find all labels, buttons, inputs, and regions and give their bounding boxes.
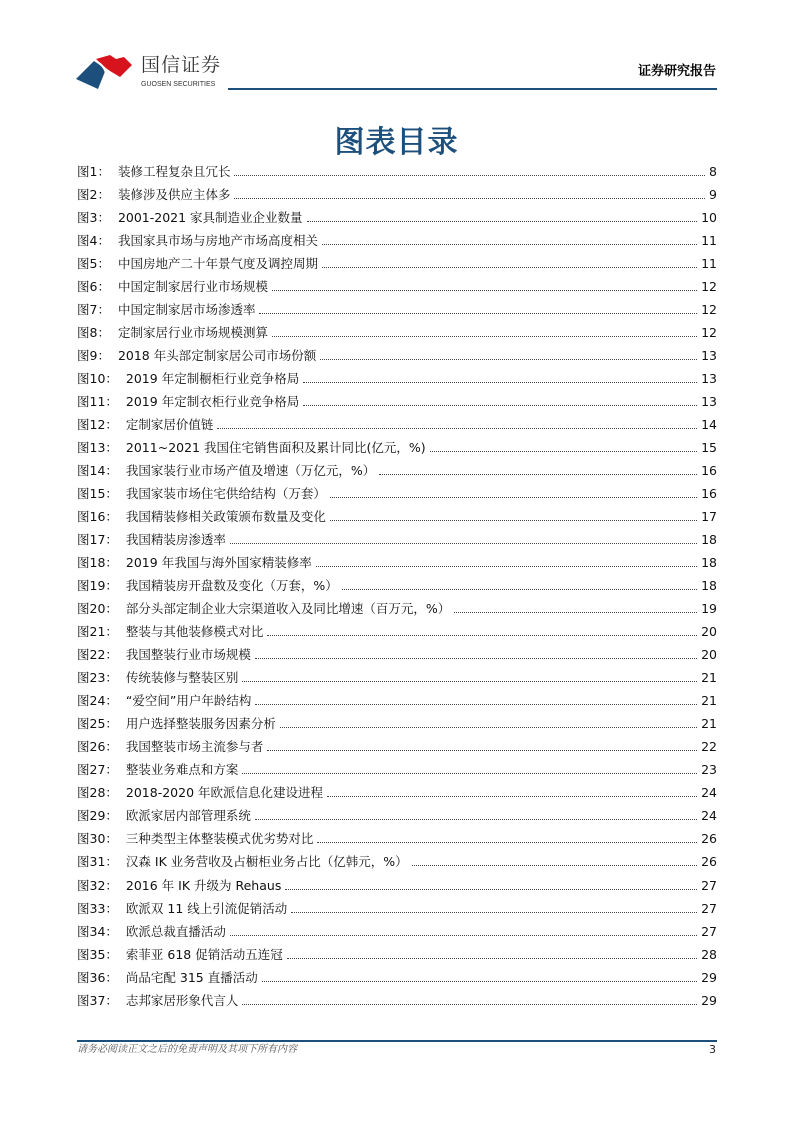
toc-dot-leader	[412, 865, 697, 866]
toc-dot-leader	[267, 635, 697, 636]
toc-figure-title[interactable]: 2001-2021 家具制造业企业数量	[117, 210, 303, 226]
toc-page-number[interactable]: 20	[701, 624, 717, 640]
toc-entry[interactable]	[77, 273, 717, 296]
figure-table-of-contents	[77, 158, 717, 1010]
toc-figure-label: 图13：	[77, 440, 118, 456]
toc-figure-label: 图30：	[77, 831, 118, 847]
toc-entry[interactable]	[77, 918, 717, 941]
toc-dot-leader	[242, 773, 697, 774]
toc-page-number[interactable]: 18	[701, 555, 717, 571]
toc-figure-title[interactable]: 中国房地产二十年景气度及调控周期	[117, 256, 318, 272]
toc-entry[interactable]	[77, 710, 717, 733]
toc-figure-title[interactable]: 部分头部定制企业大宗渠道收入及同比增速（百万元，%）	[125, 601, 451, 617]
page-number: 3	[709, 1043, 716, 1056]
toc-figure-label: 图28：	[77, 785, 118, 801]
toc-dot-leader	[217, 428, 697, 429]
toc-dot-leader	[316, 566, 697, 567]
toc-entry[interactable]	[77, 756, 717, 779]
toc-dot-leader	[303, 382, 697, 383]
toc-dot-leader	[320, 359, 697, 360]
toc-entry[interactable]	[77, 365, 717, 388]
toc-page-number[interactable]: 11	[701, 233, 717, 249]
toc-figure-label: 图25：	[77, 716, 118, 732]
toc-figure-title[interactable]: 欧派家居内部管理系统	[125, 808, 251, 824]
guosen-logo-icon	[76, 55, 136, 89]
toc-entry[interactable]	[77, 480, 717, 503]
toc-entry[interactable]	[77, 825, 717, 848]
toc-figure-title[interactable]: 2019 年我国与海外国家精装修率	[125, 555, 312, 571]
toc-entry[interactable]	[77, 434, 717, 457]
toc-page-number[interactable]: 13	[701, 371, 717, 387]
toc-figure-label: 图22：	[77, 647, 118, 663]
toc-page-number[interactable]: 26	[701, 831, 717, 847]
toc-entry[interactable]	[77, 733, 717, 756]
toc-dot-leader	[287, 958, 697, 959]
toc-figure-title[interactable]: 三种类型主体整装模式优劣势对比	[125, 831, 314, 847]
toc-entry[interactable]	[77, 595, 717, 618]
toc-entry[interactable]	[77, 964, 717, 987]
toc-dot-leader	[303, 405, 697, 406]
toc-figure-title[interactable]: 欧派总裁直播活动	[125, 923, 226, 939]
report-type-label: 证券研究报告	[637, 64, 716, 79]
toc-figure-title[interactable]: 欧派双 11 线上引流促销活动	[125, 900, 288, 916]
toc-figure-label: 图10：	[77, 371, 118, 387]
toc-page-number[interactable]: 13	[701, 394, 717, 410]
toc-dot-leader	[230, 543, 697, 544]
toc-page-number[interactable]: 9	[709, 187, 717, 203]
toc-entry[interactable]	[77, 250, 717, 273]
toc-figure-label: 图29：	[77, 808, 118, 824]
toc-figure-label: 图20：	[77, 601, 118, 617]
toc-figure-label: 图18：	[77, 555, 118, 571]
toc-figure-title[interactable]: 汉森 IK 业务营收及占橱柜业务占比（亿韩元，%）	[125, 854, 408, 870]
toc-figure-label: 图1：	[77, 164, 110, 180]
toc-dot-leader	[272, 290, 697, 291]
toc-page-number[interactable]: 11	[701, 256, 717, 272]
toc-figure-title[interactable]: 我国精装修相关政策颁布数量及变化	[125, 509, 326, 525]
toc-page-number[interactable]: 18	[701, 532, 717, 548]
toc-figure-title[interactable]: 整装业务难点和方案	[125, 762, 239, 778]
toc-dot-leader	[280, 727, 697, 728]
toc-figure-label: 图37：	[77, 992, 118, 1008]
toc-dot-leader	[234, 198, 705, 199]
toc-figure-label: 图21：	[77, 624, 118, 640]
toc-figure-label: 图15：	[77, 486, 118, 502]
toc-figure-title[interactable]: 2011~2021 我国住宅销售面积及累计同比(亿元，%)	[125, 440, 426, 456]
toc-entry[interactable]	[77, 457, 717, 480]
toc-figure-title[interactable]: 定制家居行业市场规模测算	[117, 325, 268, 341]
toc-page-number[interactable]: 18	[701, 578, 717, 594]
toc-figure-title[interactable]: 索菲亚 618 促销活动五连冠	[125, 946, 283, 962]
toc-dot-leader	[322, 267, 697, 268]
toc-entry[interactable]	[77, 158, 717, 181]
toc-entry[interactable]	[77, 319, 717, 342]
toc-figure-label: 图3：	[77, 210, 110, 226]
toc-figure-label: 图4：	[77, 233, 110, 249]
toc-figure-title[interactable]: 中国定制家居行业市场规模	[117, 279, 268, 295]
toc-dot-leader	[230, 935, 697, 936]
toc-dot-leader	[307, 221, 698, 222]
toc-figure-title[interactable]: 2019 年定制橱柜行业竞争格局	[125, 371, 300, 387]
toc-entry[interactable]	[77, 641, 717, 664]
toc-page-number[interactable]: 10	[701, 210, 717, 226]
toc-figure-title[interactable]: 定制家居价值链	[125, 417, 214, 433]
toc-page-number[interactable]: 24	[701, 808, 717, 824]
toc-dot-leader	[454, 612, 697, 613]
toc-entry[interactable]	[77, 618, 717, 641]
toc-page-number[interactable]: 12	[701, 302, 717, 318]
toc-figure-label: 图31：	[77, 854, 118, 870]
toc-dot-leader	[291, 912, 697, 913]
toc-figure-title[interactable]: 2019 年定制衣柜行业竞争格局	[125, 394, 300, 410]
page-title: 图表目录	[334, 125, 459, 160]
toc-figure-title[interactable]: 尚品宅配 315 直播活动	[125, 969, 258, 985]
toc-dot-leader	[327, 796, 697, 797]
toc-entry[interactable]	[77, 411, 717, 434]
toc-figure-label: 图27：	[77, 762, 118, 778]
logo-chinese-name: 国信证券	[141, 54, 222, 76]
toc-figure-title[interactable]: 我国精装房渗透率	[125, 532, 226, 548]
toc-entry[interactable]	[77, 941, 717, 964]
toc-entry[interactable]	[77, 848, 717, 871]
toc-page-number[interactable]: 24	[701, 785, 717, 801]
toc-entry[interactable]	[77, 779, 717, 802]
toc-entry[interactable]	[77, 871, 717, 894]
toc-entry[interactable]	[77, 342, 717, 365]
toc-entry[interactable]	[77, 987, 717, 1010]
toc-dot-leader	[262, 981, 697, 982]
toc-figure-label: 图23：	[77, 670, 118, 686]
toc-entry[interactable]	[77, 526, 717, 549]
toc-page-number[interactable]: 23	[701, 762, 717, 778]
toc-figure-label: 图33：	[77, 900, 118, 916]
toc-entry[interactable]	[77, 296, 717, 319]
toc-page-number[interactable]: 20	[701, 647, 717, 663]
toc-dot-leader	[259, 313, 697, 314]
toc-dot-leader	[322, 244, 697, 245]
toc-figure-title[interactable]: 2018 年头部定制家居公司市场份额	[117, 348, 317, 364]
toc-figure-title[interactable]: 中国定制家居市场渗透率	[117, 302, 256, 318]
logo-english-name: GUOSEN SECURITIES	[141, 81, 216, 88]
toc-page-number[interactable]: 27	[701, 877, 717, 893]
toc-dot-leader	[267, 750, 697, 751]
toc-figure-label: 图2：	[77, 187, 110, 203]
toc-figure-label: 图12：	[77, 417, 118, 433]
toc-figure-label: 图8：	[77, 325, 110, 341]
toc-figure-label: 图19：	[77, 578, 118, 594]
toc-dot-leader	[255, 819, 697, 820]
toc-figure-label: 图16：	[77, 509, 118, 525]
toc-page-number[interactable]: 19	[701, 601, 717, 617]
toc-entry[interactable]	[77, 227, 717, 250]
toc-dot-leader	[272, 336, 697, 337]
toc-figure-label: 图24：	[77, 693, 118, 709]
toc-figure-title[interactable]: 我国家装行业市场产值及增速（万亿元，%）	[125, 463, 376, 479]
toc-figure-label: 图36：	[77, 969, 118, 985]
toc-figure-title[interactable]: 我国家装市场住宅供给结构（万套）	[125, 486, 326, 502]
toc-page-number[interactable]: 22	[701, 739, 717, 755]
toc-entry[interactable]	[77, 664, 717, 687]
toc-entry[interactable]	[77, 802, 717, 825]
toc-dot-leader	[242, 1004, 697, 1005]
toc-dot-leader	[317, 842, 697, 843]
toc-page-number[interactable]: 16	[701, 486, 717, 502]
toc-figure-label: 图7：	[77, 302, 110, 318]
toc-entry[interactable]	[77, 549, 717, 572]
toc-page-number[interactable]: 12	[701, 325, 717, 341]
toc-figure-label: 图35：	[77, 946, 118, 962]
header-divider	[228, 88, 717, 90]
toc-figure-label: 图17：	[77, 532, 118, 548]
toc-figure-label: 图26：	[77, 739, 118, 755]
toc-figure-label: 图14：	[77, 463, 118, 479]
toc-figure-title[interactable]: “爱空间”用户年龄结构	[125, 693, 252, 709]
toc-figure-label: 图34：	[77, 923, 118, 939]
toc-figure-label: 图5：	[77, 256, 110, 272]
toc-figure-title[interactable]: 装修工程复杂且冗长	[117, 164, 231, 180]
toc-figure-title[interactable]: 2018-2020 年欧派信息化建设进程	[125, 785, 324, 801]
toc-page-number[interactable]: 17	[701, 509, 717, 525]
toc-entry[interactable]	[77, 687, 717, 710]
toc-page-number[interactable]: 27	[701, 900, 717, 916]
toc-dot-leader	[242, 681, 697, 682]
toc-figure-title[interactable]: 我国整装市场主流参与者	[125, 739, 264, 755]
toc-figure-label: 图32：	[77, 877, 118, 893]
toc-dot-leader	[255, 658, 697, 659]
toc-page-number[interactable]: 21	[701, 716, 717, 732]
toc-dot-leader	[330, 520, 697, 521]
toc-figure-label: 图6：	[77, 279, 110, 295]
footer-disclaimer: 请务必阅读正文之后的免责声明及其项下所有内容	[77, 1044, 297, 1055]
toc-page-number[interactable]: 14	[701, 417, 717, 433]
toc-figure-title[interactable]: 整装与其他装修模式对比	[125, 624, 264, 640]
toc-dot-leader	[379, 474, 697, 475]
toc-figure-title[interactable]: 我国精装房开盘数及变化（万套，%）	[125, 578, 338, 594]
toc-figure-title[interactable]: 2016 年 IK 升级为 Rehaus	[125, 877, 282, 893]
toc-figure-title[interactable]: 装修涉及供应主体多	[117, 187, 231, 203]
toc-entry[interactable]	[77, 388, 717, 411]
toc-page-number[interactable]: 27	[701, 923, 717, 939]
toc-dot-leader	[255, 704, 697, 705]
toc-page-number[interactable]: 12	[701, 279, 717, 295]
toc-figure-title[interactable]: 我国家具市场与房地产市场高度相关	[117, 233, 318, 249]
toc-figure-title[interactable]: 我国整装行业市场规模	[125, 647, 251, 663]
toc-page-number[interactable]: 15	[701, 440, 717, 456]
toc-page-number[interactable]: 8	[709, 164, 717, 180]
toc-dot-leader	[234, 175, 705, 176]
toc-page-number[interactable]: 29	[701, 992, 717, 1008]
toc-dot-leader	[342, 589, 697, 590]
toc-entry[interactable]	[77, 503, 717, 526]
toc-dot-leader	[430, 451, 697, 452]
toc-figure-title[interactable]: 用户选择整装服务因素分析	[125, 716, 276, 732]
toc-figure-label: 图11：	[77, 394, 118, 410]
toc-page-number[interactable]: 13	[701, 348, 717, 364]
toc-dot-leader	[330, 497, 697, 498]
toc-figure-title[interactable]: 志邦家居形象代言人	[125, 992, 239, 1008]
toc-entry[interactable]	[77, 895, 717, 918]
toc-figure-label: 图9：	[77, 348, 110, 364]
toc-entry[interactable]	[77, 204, 717, 227]
toc-page-number[interactable]: 28	[701, 946, 717, 962]
toc-page-number[interactable]: 21	[701, 670, 717, 686]
toc-figure-title[interactable]: 传统装修与整装区别	[125, 670, 239, 686]
toc-dot-leader	[285, 889, 697, 890]
toc-page-number[interactable]: 21	[701, 693, 717, 709]
toc-entry[interactable]	[77, 572, 717, 595]
toc-page-number[interactable]: 16	[701, 463, 717, 479]
footer-divider	[77, 1040, 717, 1042]
toc-page-number[interactable]: 26	[701, 854, 717, 870]
toc-entry[interactable]	[77, 181, 717, 204]
toc-page-number[interactable]: 29	[701, 969, 717, 985]
